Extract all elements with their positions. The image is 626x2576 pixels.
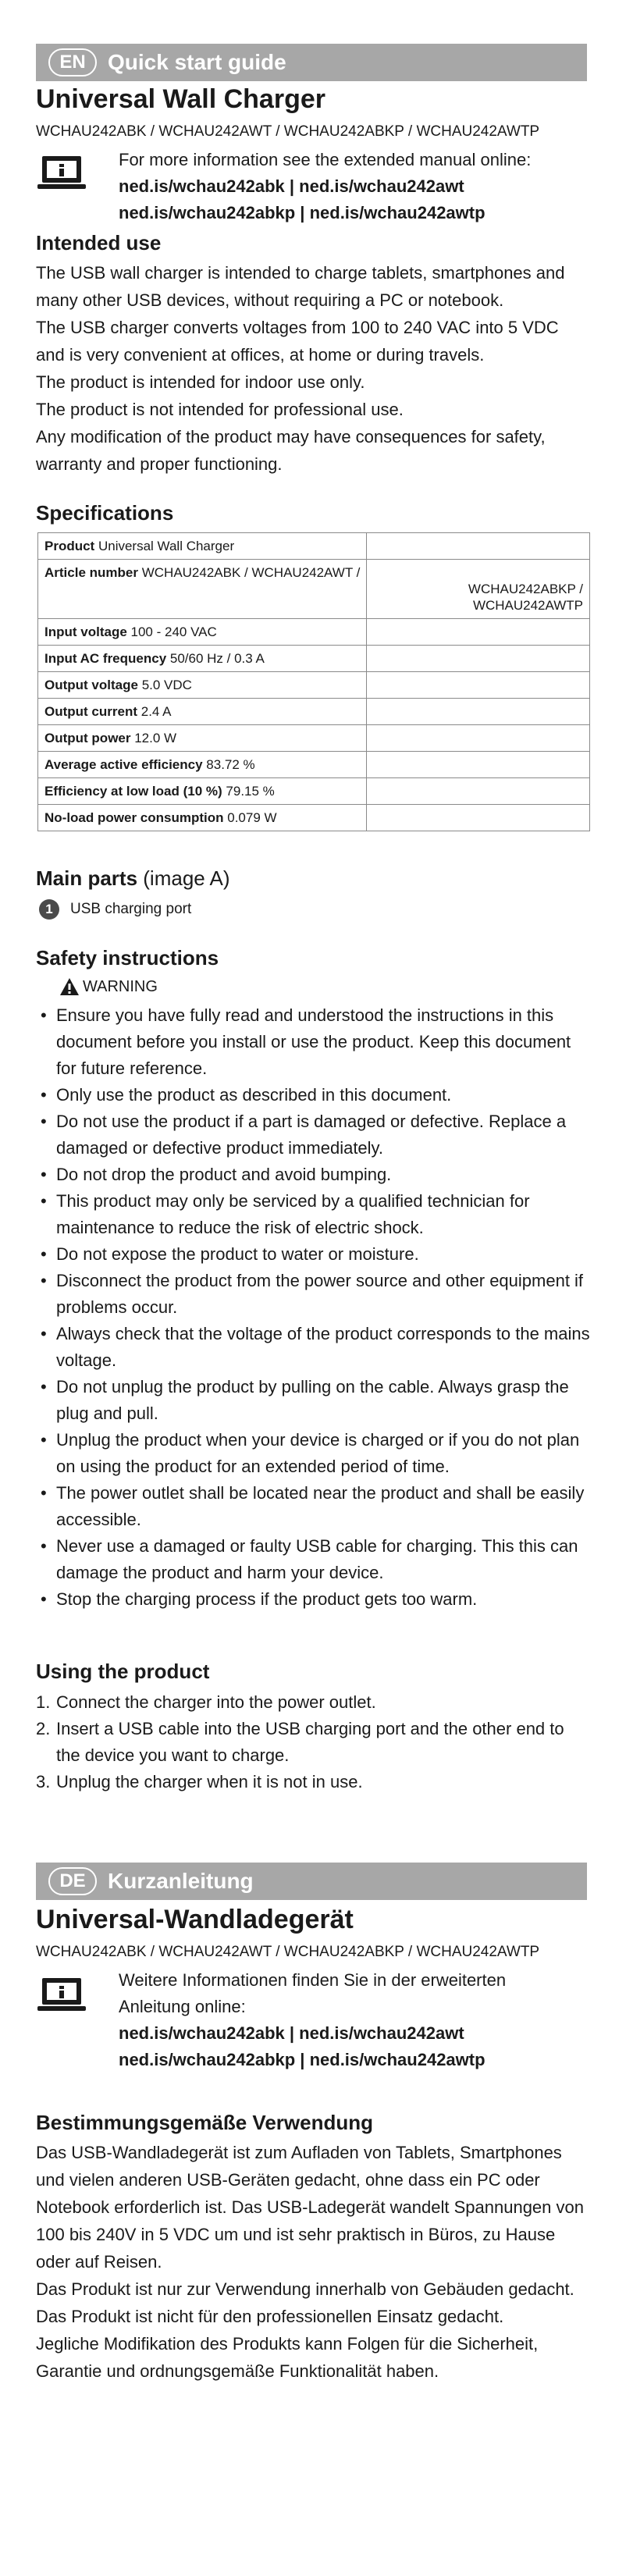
model-numbers-en: WCHAU242ABK / WCHAU242AWT / WCHAU242ABKP / WCHAU242AWTP xyxy=(36,123,540,140)
intended-use-para: Das USB-Wandladegerät ist zum Aufladen von Tablets, Smartphones und vielen anderen USB-Geräten gedacht, ohne dass ein PC oder Notebook erforderlich ist. Das USB-Ladegerät wandelt Spannungen von 100 bis 240V in 5 VDC um und ist sehr praktisch in Büros, zu Hause oder auf Reisen. xyxy=(36,2143,584,2272)
using-heading-en: Using the product xyxy=(36,1660,210,1683)
list-item: 3. Unplug the charger when it is not in use. xyxy=(36,1772,363,1791)
intended-use-para: The USB wall charger is intended to charge tablets, smartphones and many other USB devices, without requiring a PC or notebook. xyxy=(36,263,565,310)
table-row xyxy=(38,752,590,778)
intended-use-heading-en: Intended use xyxy=(36,231,162,254)
list-item: • Always check that the voltage of the product corresponds to the mains voltage. xyxy=(41,1324,590,1370)
info-line-1-de: Weitere Informationen finden Sie in der erweiterten xyxy=(119,1970,507,1990)
lang-badge-de: DE xyxy=(48,1867,97,1895)
intended-use-para: The product is intended for indoor use only. xyxy=(36,372,365,392)
info-line-2-de: Anleitung online: xyxy=(119,1997,246,2016)
warning-label xyxy=(59,977,158,996)
spec-value-continued: WCHAU242ABKP / WCHAU242AWTP xyxy=(468,582,583,613)
info-links-1-en[interactable]: ned.is/wchau242abk | ned.is/wchau242awt xyxy=(119,176,464,196)
table-row xyxy=(38,699,590,725)
warning-text: WARNING xyxy=(83,977,158,995)
spec-value: Universal Wall Charger xyxy=(98,539,235,553)
info-links-2-de[interactable]: ned.is/wchau242abkp | ned.is/wchau242awtp xyxy=(119,2050,486,2069)
main-parts-heading-en xyxy=(36,866,230,891)
spec-value: 50/60 Hz / 0.3 A xyxy=(169,651,265,666)
part-label: USB charging port xyxy=(70,901,192,917)
spec-label: Input voltage xyxy=(44,624,127,639)
intended-use-para: Jegliche Modifikation des Produkts kann Folgen für die Sicherheit, Garantie und ordnungsgemäße Funktionalität haben. xyxy=(36,2334,539,2381)
spec-label: Article number xyxy=(44,565,138,580)
info-text-de xyxy=(119,1967,587,2073)
model-numbers-de: WCHAU242ABK / WCHAU242AWT / WCHAU242ABKP / WCHAU242AWTP xyxy=(36,1944,540,1960)
intended-use-text-en xyxy=(36,259,592,478)
spec-label: Efficiency at low load (10 %) xyxy=(44,784,222,799)
list-item: • Stop the charging process if the product gets too warm. xyxy=(41,1589,478,1609)
info-line-en: For more information see the extended manual online: xyxy=(119,150,532,169)
table-row xyxy=(38,646,590,672)
intended-use-text-de xyxy=(36,2139,592,2385)
steps-list xyxy=(36,1689,592,1795)
intended-use-para: Any modification of the product may have consequences for safety, warranty and proper functioning. xyxy=(36,427,546,474)
info-links-2-en[interactable]: ned.is/wchau242abkp | ned.is/wchau242awtp xyxy=(119,203,486,222)
spec-value: 0.079 W xyxy=(227,810,277,825)
spec-label: Output current xyxy=(44,704,137,719)
main-parts-title: Main parts xyxy=(36,866,138,890)
product-title-en: Universal Wall Charger xyxy=(36,84,325,114)
lang-title-de: Kurzanleitung xyxy=(108,1869,254,1893)
laptop-icon xyxy=(37,1976,86,2012)
info-text-en xyxy=(119,147,587,226)
list-item: • The power outlet shall be located near the product and shall be easily accessible. xyxy=(41,1483,585,1529)
safety-heading-en: Safety instructions xyxy=(36,946,219,970)
main-parts-suffix: (image A) xyxy=(143,866,230,890)
laptop-icon xyxy=(37,155,86,190)
spec-value: 2.4 A xyxy=(140,704,172,719)
list-item: 1. Connect the charger into the power outlet. xyxy=(36,1692,376,1712)
list-item: • Do not unplug the product by pulling on the cable. Always grasp the plug and pull. xyxy=(41,1377,569,1423)
spec-value: WCHAU242ABK / WCHAU242AWT / xyxy=(141,565,361,580)
spec-label: Output power xyxy=(44,731,131,745)
product-title-de: Universal-Wandladegerät xyxy=(36,1905,354,1934)
table-row xyxy=(38,778,590,805)
list-item: • Ensure you have fully read and understood the instructions in this document before you install or use the product. Keep this document for future reference. xyxy=(41,1005,571,1078)
intended-use-para: The product is not intended for professional use. xyxy=(36,400,404,419)
lang-badge-en: EN xyxy=(48,48,97,76)
spec-value: 5.0 VDC xyxy=(141,678,192,692)
spec-value: 83.72 % xyxy=(206,757,255,772)
spec-label: Average active efficiency xyxy=(44,757,203,772)
table-row xyxy=(38,560,590,619)
spec-value: 12.0 W xyxy=(134,731,177,745)
list-item: • Disconnect the product from the power source and other equipment if problems occur. xyxy=(41,1271,584,1317)
spec-label: Input AC frequency xyxy=(44,651,167,666)
intended-use-para: The USB charger converts voltages from 100 to 240 VAC into 5 VDC and is very convenient at offices, at home or during travels. xyxy=(36,318,559,365)
list-item: • Do not use the product if a part is damaged or defective. Replace a damaged or defective product immediately. xyxy=(41,1112,567,1158)
spec-value: 100 - 240 VAC xyxy=(130,624,217,639)
intended-use-para: Das Produkt ist nur zur Verwendung innerhalb von Gebäuden gedacht. xyxy=(36,2279,574,2299)
info-links-1-de[interactable]: ned.is/wchau242abk | ned.is/wchau242awt xyxy=(119,2023,464,2043)
safety-list xyxy=(36,1002,592,1613)
spec-value: 79.15 % xyxy=(226,784,275,799)
list-item: • Only use the product as described in this document. xyxy=(41,1085,452,1105)
table-row xyxy=(38,672,590,699)
specs-heading-en: Specifications xyxy=(36,501,174,525)
spec-label: No-load power consumption xyxy=(44,810,224,825)
lang-title-en: Quick start guide xyxy=(108,50,286,74)
list-item: • Unplug the product when your device is charged or if you do not plan on using the product for an extended period of time. xyxy=(41,1430,580,1476)
table-row xyxy=(38,725,590,752)
intended-use-para: Das Produkt ist nicht für den professionellen Einsatz gedacht. xyxy=(36,2307,504,2326)
intended-use-heading-de: Bestimmungsgemäße Verwendung xyxy=(36,2111,373,2134)
list-item: • Do not drop the product and avoid bumping. xyxy=(41,1165,392,1184)
lang-bar-en xyxy=(36,44,587,81)
lang-bar-de xyxy=(36,1863,587,1900)
list-item: 2. Insert a USB cable into the USB charging port and the other end to the device you want to charge. xyxy=(36,1719,564,1765)
list-item: • Do not expose the product to water or moisture. xyxy=(41,1244,419,1264)
table-row xyxy=(38,619,590,646)
spec-label: Output voltage xyxy=(44,678,138,692)
warning-icon xyxy=(59,977,80,996)
table-row xyxy=(38,805,590,831)
table-row xyxy=(38,533,590,560)
list-item: • This product may only be serviced by a qualified technician for maintenance to reduce the risk of electric shock. xyxy=(41,1191,530,1237)
specs-table xyxy=(37,532,590,831)
list-item: • Never use a damaged or faulty USB cable for charging. This this can damage the product and harm your device. xyxy=(41,1536,578,1582)
spec-label: Product xyxy=(44,539,95,553)
part-number-badge: 1 xyxy=(39,899,59,920)
